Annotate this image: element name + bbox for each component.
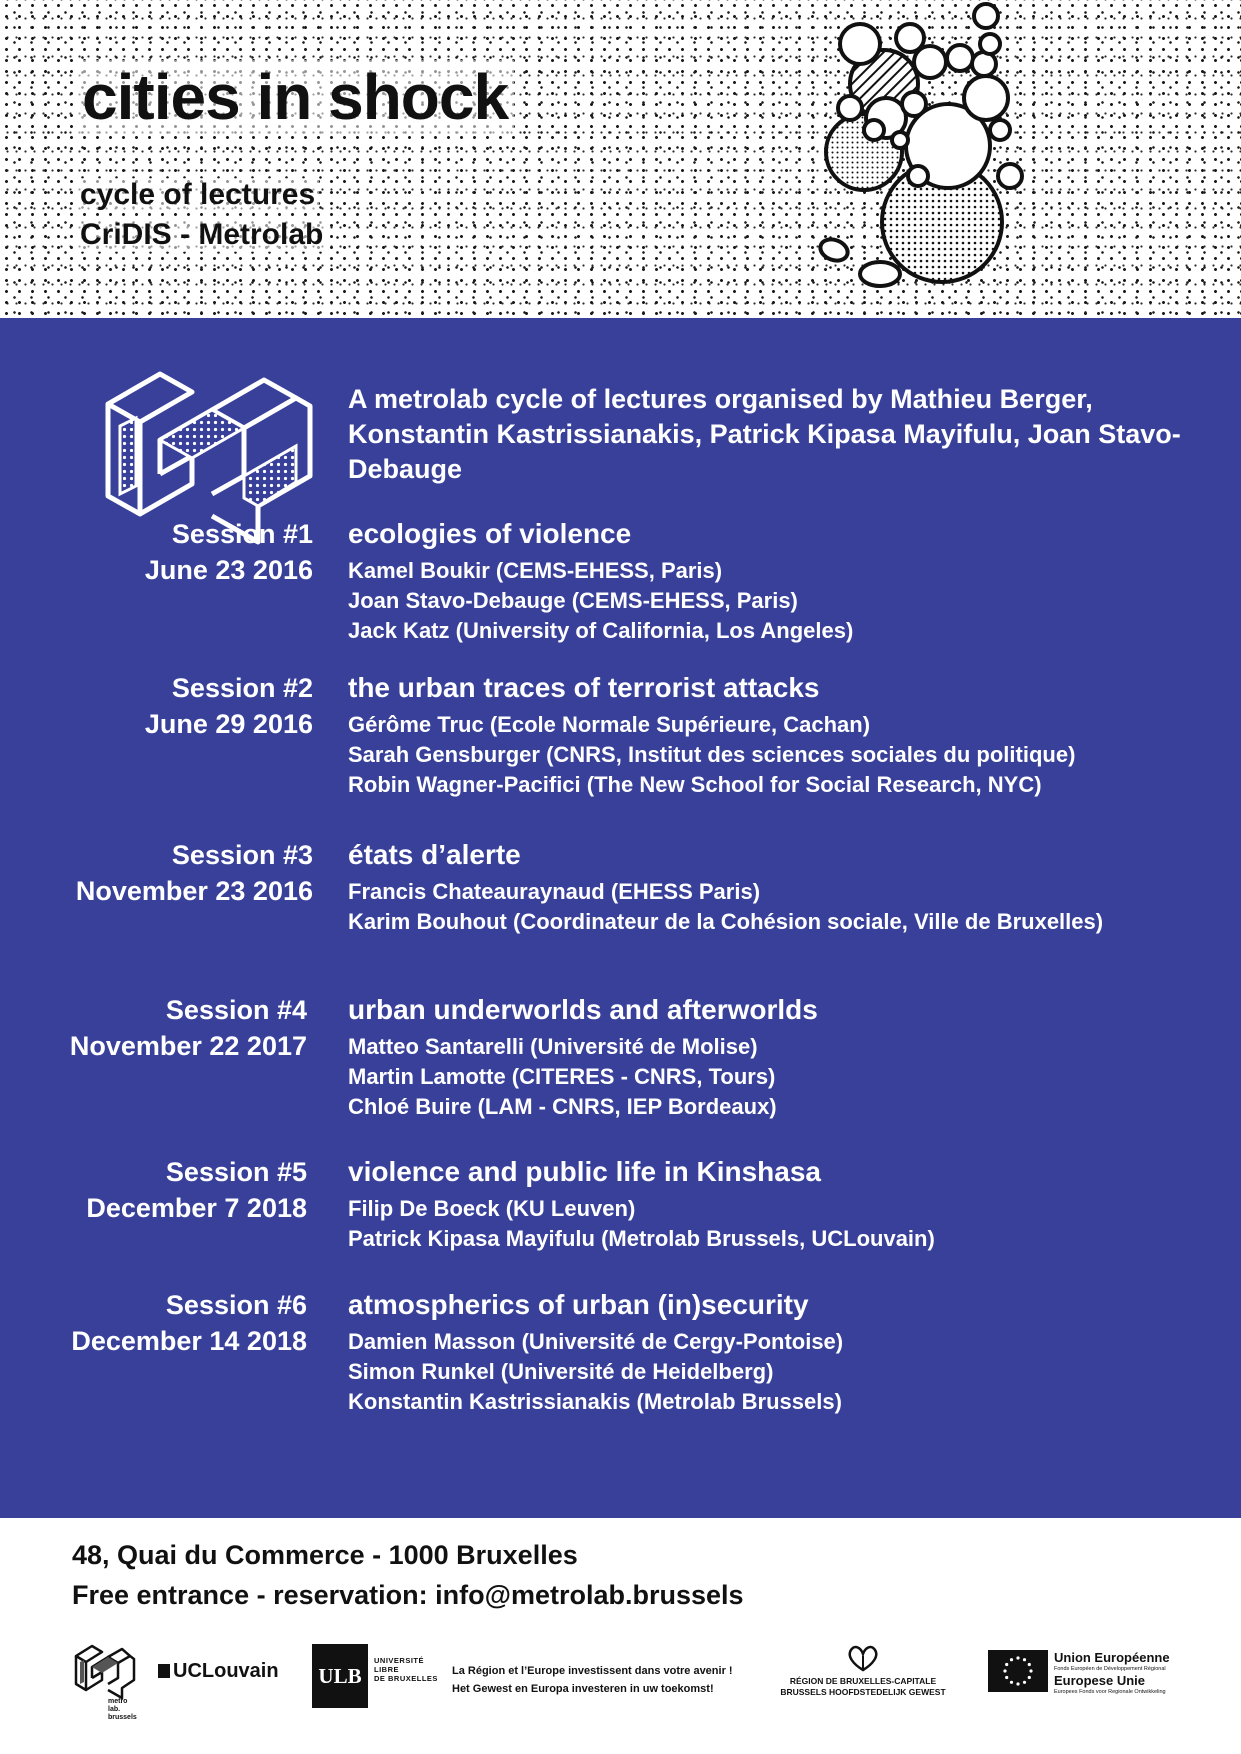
speaker: Konstantin Kastrissianakis (Metrolab Brussels) xyxy=(348,1389,842,1414)
session-label: Session #5 xyxy=(165,1157,307,1187)
speaker: Filip De Boeck (KU Leuven) xyxy=(348,1196,636,1221)
session-date: June 29 2016 xyxy=(144,709,313,739)
session-topic: ecologies of violence xyxy=(348,518,632,549)
speaker: Kamel Boukir (CEMS-EHESS, Paris) xyxy=(348,558,723,583)
speaker: Sarah Gensburger (CNRS, Institut des sciences sociales du politique) xyxy=(348,742,1076,767)
session-heading xyxy=(71,1287,307,1359)
speaker: Gérôme Truc (Ecole Normale Supérieure, Cachan) xyxy=(348,712,871,737)
metrolab-wordmark: metro lab. brussels xyxy=(108,1698,137,1721)
venue-address: 48, Quai du Commerce - 1000 Bruxelles xyxy=(72,1540,578,1570)
eu-flag-icon xyxy=(988,1650,1048,1692)
speaker: Robin Wagner-Pacifici (The New School for Social Research, NYC) xyxy=(348,772,1042,797)
header-dotted-band xyxy=(0,0,1241,318)
bubbles-illustration xyxy=(810,0,1230,300)
session-topic: urban underworlds and afterworlds xyxy=(348,994,818,1025)
session-topic: états d’alerte xyxy=(348,839,521,870)
ulb-wordmark: UNIVERSITÉ LIBRE DE BRUXELLES xyxy=(374,1656,438,1683)
iris-flower-icon xyxy=(843,1644,883,1672)
poster-title: cities in shock xyxy=(76,60,514,134)
session-heading xyxy=(70,992,307,1064)
ulb-logo: ULB xyxy=(312,1644,368,1708)
session-label: Session #1 xyxy=(171,519,313,549)
session-date: June 23 2016 xyxy=(144,555,313,585)
reservation-info: Free entrance - reservation: info@metrolab.brussels xyxy=(72,1580,744,1610)
poster-subtitle: cycle of lectures xyxy=(76,178,319,212)
session-date: November 23 2016 xyxy=(75,876,313,906)
speaker: Francis Chateauraynaud (EHESS Paris) xyxy=(348,879,761,904)
lectures-panel xyxy=(0,318,1241,1518)
organizer-line: CriDIS - Metrolab xyxy=(76,218,327,252)
session-topic: violence and public life in Kinshasa xyxy=(348,1156,822,1187)
speaker: Karim Bouhout (Coordinateur de la Cohésion sociale, Ville de Bruxelles) xyxy=(348,909,1104,934)
session-label: Session #6 xyxy=(165,1290,307,1320)
speaker: Damien Masson (Université de Cergy-Pontoise) xyxy=(348,1329,844,1354)
speaker: Patrick Kipasa Mayifulu (Metrolab Brussels, UCLouvain) xyxy=(348,1226,935,1251)
session-details xyxy=(348,516,1228,646)
speaker: Simon Runkel (Université de Heidelberg) xyxy=(348,1359,774,1384)
speaker: Matteo Santarelli (Université de Molise) xyxy=(348,1034,758,1059)
session-label: Session #2 xyxy=(171,673,313,703)
session-label: Session #3 xyxy=(171,840,313,870)
brussels-region-logo: RÉGION DE BRUXELLES-CAPITALE BRUSSELS HOOFDSTEDELIJK GEWEST xyxy=(778,1644,948,1698)
partner-logos xyxy=(0,1636,1241,1746)
session-details xyxy=(348,1154,1228,1254)
session-heading xyxy=(86,1154,307,1226)
session-heading xyxy=(76,837,313,909)
session-date: December 14 2018 xyxy=(71,1326,307,1356)
speaker: Jack Katz (University of California, Los Angeles) xyxy=(348,618,854,643)
session-heading xyxy=(145,516,313,588)
eu-funding-text: Union Européenne Fonds Européen de Développement Régional Europese Unie Europees Fonds voor Regionale Ontwikkeling xyxy=(1054,1650,1170,1695)
session-date: November 22 2017 xyxy=(69,1031,307,1061)
session-details xyxy=(348,992,1228,1122)
speaker: Martin Lamotte (CITERES - CNRS, Tours) xyxy=(348,1064,776,1089)
uclouvain-mark-icon xyxy=(158,1664,170,1678)
session-details xyxy=(348,1287,1228,1417)
metrolab-small-logo-icon xyxy=(72,1640,136,1702)
session-label: Session #4 xyxy=(165,995,307,1025)
uclouvain-logo: UCLouvain xyxy=(158,1660,279,1683)
intro-text: A metrolab cycle of lectures organised by Mathieu Berger, Konstantin Kastrissianakis, Patrick Kipasa Mayifulu, Joan Stavo-Debauge xyxy=(348,384,1181,484)
speaker: Joan Stavo-Debauge (CEMS-EHESS, Paris) xyxy=(348,588,798,613)
speaker: Chloé Buire (LAM - CNRS, IEP Bordeaux) xyxy=(348,1094,777,1119)
session-details xyxy=(348,670,1228,800)
session-topic: atmospherics of urban (in)security xyxy=(348,1289,809,1320)
session-details xyxy=(348,837,1228,937)
region-europe-slogan: La Région et l’Europe investissent dans votre avenir ! Het Gewest en Europa investeren in uw toekomst! xyxy=(452,1665,733,1695)
session-heading xyxy=(145,670,313,742)
session-topic: the urban traces of terrorist attacks xyxy=(348,672,820,703)
session-date: December 7 2018 xyxy=(86,1193,307,1223)
